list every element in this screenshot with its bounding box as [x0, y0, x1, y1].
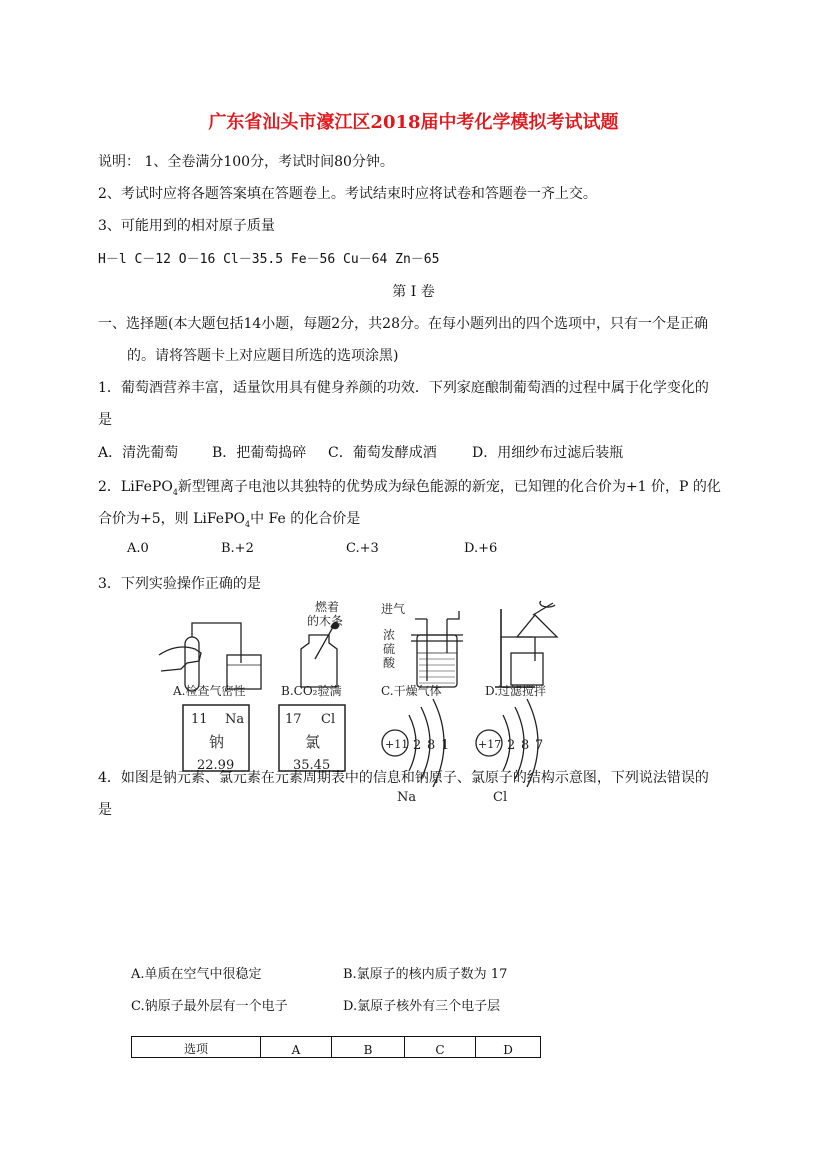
- q1-option-d: D．用细纱布过滤后装瓶: [472, 445, 624, 461]
- table-header-d: D: [476, 1037, 541, 1058]
- cl-atom-label: Cl: [493, 790, 508, 805]
- q4-options-row2: [131, 995, 500, 1014]
- q1-line2: 是: [98, 412, 112, 428]
- table-header-c: C: [405, 1037, 476, 1058]
- q2-subscript: 4: [245, 519, 251, 529]
- cl-nucleus: +17: [478, 738, 502, 751]
- q4-option-c: C.钠原子最外层有一个电子: [131, 999, 288, 1014]
- q4-line2: 是: [98, 802, 112, 818]
- q4-option-d: D.氯原子核外有三个电子层: [343, 999, 501, 1014]
- apparatus-d: [485, 601, 557, 698]
- note-1: 说明： 1、全卷满分100分，考试时间80分钟。: [98, 154, 394, 170]
- apparatus-c: [381, 601, 463, 698]
- q2-options: [127, 541, 497, 556]
- q1-option-c: C．葡萄发酵成酒: [328, 445, 437, 461]
- atom-diagram-na: [382, 699, 449, 805]
- na-number: 11: [191, 712, 208, 727]
- atomic-masses: H－l C－12 O－16 Cl－35.5 Fe－56 Cu－64 Zn－65: [98, 252, 440, 267]
- q2-option-c: C.+3: [346, 541, 379, 556]
- element-card-na: [183, 705, 249, 773]
- na-name: 钠: [209, 733, 225, 751]
- cl-name: 氯: [305, 733, 321, 751]
- note-3: 3、可能用到的相对原子质量: [98, 218, 275, 234]
- label-acid-1: 浓: [383, 628, 396, 642]
- q2-option-b: B.+2: [221, 541, 254, 556]
- table-header-a: A: [261, 1037, 332, 1058]
- atom-diagram-cl: [476, 699, 543, 805]
- q2-text: 新型锂离子电池以其独特的优势成为绿色能源的新宠，已知锂的化合价为+1 价，P 的化: [177, 479, 721, 495]
- na-shell-2: 8: [427, 738, 436, 753]
- table-row: [132, 1037, 541, 1058]
- label-acid-2: 硫: [383, 642, 396, 656]
- q2-option-a: A.0: [127, 541, 149, 556]
- part1-line1: 一、选择题(本大题包括14小题，每题2分，共28分。在每小题列出的四个选项中，只有一个是正确: [98, 316, 708, 332]
- label-a: A.检查气密性: [173, 684, 246, 698]
- q2-subscript: 4: [172, 487, 178, 497]
- na-atom-label: Na: [397, 790, 417, 805]
- apparatus-b: [281, 599, 343, 698]
- q2-line2: [98, 508, 360, 529]
- q1-options: [98, 442, 623, 462]
- label-b: B.CO₂验满: [281, 684, 342, 698]
- label-d: D.过滤搅拌: [485, 684, 547, 698]
- q3-text: 3．下列实验操作正确的是: [98, 576, 261, 592]
- label-acid-3: 酸: [383, 656, 396, 670]
- na-shell-1: 2: [413, 738, 422, 753]
- q4-option-b: B.氯原子的核内质子数为 17: [343, 967, 508, 982]
- label-burning-2: 的木条: [307, 614, 344, 628]
- element-card-cl: [279, 705, 345, 773]
- cl-shell-1: 2: [507, 738, 516, 753]
- q2-line1: [98, 476, 721, 497]
- label-gas-in: 进气: [381, 602, 406, 616]
- cl-shell-3: 7: [535, 738, 544, 753]
- apparatus-a: [159, 623, 261, 698]
- q4-line1: 4．如图是钠元素、氯元素在元素周期表中的信息和钠原子、氯原子的结构示意图，下列说法错误的: [98, 770, 709, 786]
- q2-text: 中 Fe 的化合价是: [250, 511, 361, 527]
- note-2: 2、考试时应将各题答案填在答题卷上。考试结束时应将试卷和答题卷一齐上交。: [98, 186, 597, 202]
- page-title: 广东省汕头市濠江区2018届中考化学模拟考试试题: [208, 112, 619, 133]
- na-symbol: Na: [225, 712, 245, 727]
- label-c: C.干燥气体: [381, 684, 442, 698]
- q4-option-a: A.单质在空气中很稳定: [131, 967, 262, 982]
- q4-options-row1: [131, 963, 507, 982]
- q2-text: 合价为+5，则 LiFePO: [98, 511, 245, 527]
- q1-option-a: A．清洗葡萄: [98, 445, 179, 461]
- table-header-b: B: [332, 1037, 405, 1058]
- label-burning-1: 燃着: [315, 600, 340, 614]
- cl-symbol: Cl: [321, 712, 336, 727]
- cl-mass: 35.45: [293, 758, 331, 773]
- na-shell-3: 1: [441, 738, 450, 753]
- q2-text: 2．LiFePO: [98, 479, 173, 495]
- q1-option-b: B．把葡萄捣碎: [212, 445, 307, 461]
- section-title: 第 I 卷: [392, 284, 435, 300]
- cl-number: 17: [285, 712, 302, 727]
- table-header-option: 选项: [132, 1037, 261, 1058]
- part1-line2: 的。请将答题卡上对应题目所选的选项涂黑): [127, 348, 399, 364]
- q2-option-d: D.+6: [464, 541, 498, 556]
- cl-shell-2: 8: [521, 738, 530, 753]
- answer-table: [131, 1036, 541, 1058]
- na-nucleus: +11: [385, 738, 409, 751]
- q1-line1: 1．葡萄酒营养丰富，适量饮用具有健身养颜的功效．下列家庭酿制葡萄酒的过程中属于化学变化的: [98, 380, 709, 396]
- na-mass: 22.99: [197, 758, 235, 773]
